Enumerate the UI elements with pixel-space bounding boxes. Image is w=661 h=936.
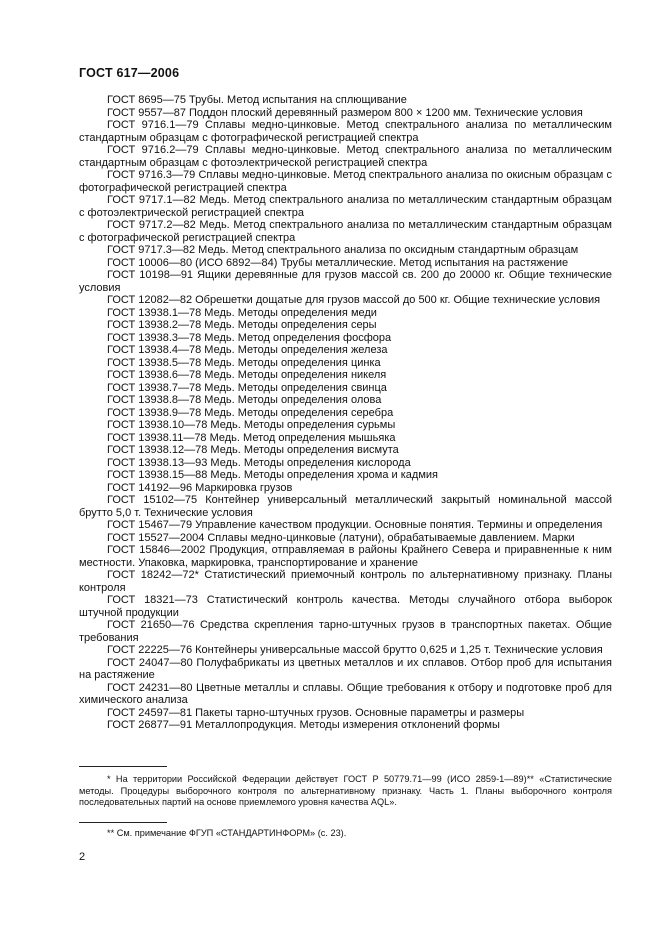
reference-item: ГОСТ 13938.4—78 Медь. Методы определения железа xyxy=(107,344,388,356)
reference-item: ГОСТ 15846—2002 Продукция, отправляемая в районы Крайнего Севера и приравненные к ним местности. Упаковка, маркировка, транспортирование и хранение xyxy=(79,544,612,569)
reference-item: ГОСТ 24231—80 Цветные металлы и сплавы. Общие требования к отбору и подготовке проб для химического анализа xyxy=(79,681,612,706)
reference-item: ГОСТ 13938.11—78 Медь. Метод определения мышьяка xyxy=(107,431,396,444)
reference-item: ГОСТ 13938.5—78 Медь. Методы определения цинка xyxy=(107,356,381,369)
reference-item: ГОСТ 24047—80 Полуфабрикаты из цветных металлов и их сплавов. Отбор проб для испытания на растяжение xyxy=(79,656,612,681)
reference-item: ГОСТ 12082—82 Обрешетки дощатые для грузов массой до 500 кг. Общие технические условия xyxy=(107,294,601,306)
reference-item: ГОСТ 9716.3—79 Сплавы медно-цинковые. Метод спектрального анализа по окисным образцам с фотографической регистрацией спектра xyxy=(79,169,612,194)
reference-item: ГОСТ 13938.1—78 Медь. Методы определения меди xyxy=(107,306,377,319)
reference-item: ГОСТ 15467—79 Управление качеством продукции. Основные понятия. Термины и определения xyxy=(107,519,603,531)
reference-item: ГОСТ 13938.7—78 Медь. Методы определения свинца xyxy=(107,381,387,394)
reference-item: ГОСТ 15102—75 Контейнер универсальный металлический закрытый номинальной массой брутто 5,0 т. Технические условия xyxy=(79,494,612,519)
reference-item: ГОСТ 10198—91 Ящики деревянные для грузов массой св. 200 до 20000 кг. Общие технические условия xyxy=(79,269,612,294)
reference-item: ГОСТ 14192—96 Маркировка грузов xyxy=(107,481,293,494)
footnote-divider-2 xyxy=(79,822,167,823)
reference-item: ГОСТ 21650—76 Средства скрепления тарно-штучных грузов в транспортных пакетах. Общие требования xyxy=(79,619,612,644)
footnote-2: ** См. примечание ФГУП «СТАНДАРТИНФОРМ» (с. 23). xyxy=(107,828,347,838)
reference-item: ГОСТ 9717.1—82 Медь. Метод спектрального анализа по металлическим стандартным образцам с фотоэлектрической регистрацией спектра xyxy=(79,194,612,219)
reference-item: ГОСТ 9557—87 Поддон плоский деревянный размером 800 × 1200 мм. Технические условия xyxy=(107,106,583,119)
reference-item: ГОСТ 13938.2—78 Медь. Методы определения серы xyxy=(107,319,377,331)
reference-item: ГОСТ 13938.9—78 Медь. Методы определения серебра xyxy=(107,406,394,419)
reference-item: ГОСТ 9717.2—82 Медь. Метод спектрального анализа по металлическим стандартным образцам с фотографической регистрацией спектра xyxy=(79,219,612,244)
reference-item: ГОСТ 10006—80 (ИСО 6892—84) Трубы металлические. Метод испытания на растяжение xyxy=(107,256,569,269)
reference-item: ГОСТ 13938.15—88 Медь. Методы определения хрома и кадмия xyxy=(107,469,438,481)
reference-item: ГОСТ 18242—72* Статистический приемочный контроль по альтернативному признаку. Планы контроля xyxy=(79,569,612,594)
reference-item: ГОСТ 13938.3—78 Медь. Метод определения фосфора xyxy=(107,331,392,344)
reference-item: ГОСТ 9717.3—82 Медь. Метод спектрального анализа по оксидным стандартным образцам xyxy=(107,244,579,256)
reference-item: ГОСТ 13938.6—78 Медь. Методы определения никеля xyxy=(107,369,387,381)
page-number: 2 xyxy=(79,851,86,863)
reference-item: ГОСТ 26877—91 Металлопродукция. Методы измерения отклонений формы xyxy=(107,719,500,731)
reference-item: ГОСТ 15527—2004 Сплавы медно-цинковые (латуни), обрабатываемые давлением. Марки xyxy=(107,531,575,544)
reference-item: ГОСТ 8695—75 Трубы. Метод испытания на сплющивание xyxy=(107,94,407,106)
reference-item: ГОСТ 13938.12—78 Медь. Методы определения висмута xyxy=(107,444,399,456)
reference-item: ГОСТ 22225—76 Контейнеры универсальные массой брутто 0,625 и 1,25 т. Технические условия xyxy=(107,644,603,656)
reference-item: ГОСТ 24597—81 Пакеты тарно-штучных грузов. Основные параметры и размеры xyxy=(107,706,525,719)
page-header: ГОСТ 617—2006 xyxy=(79,66,180,80)
footnote-1: * На территории Российской Федерации действует ГОСТ Р 50779.71—99 (ИСО 2859-1—89)** «Статистические методы. Процедуры выборочного контроля по альтернативному признаку. Часть 1. Планы выборочного контроля последовательных партий на основе приемлемого уровня качества AQL». xyxy=(79,774,612,808)
reference-list xyxy=(79,94,612,732)
reference-item: ГОСТ 13938.13—93 Медь. Методы определения кислорода xyxy=(107,456,411,469)
reference-item: ГОСТ 9716.2—79 Сплавы медно-цинковые. Метод спектрального анализа по металлическим стандартным образцам с фотоэлектрической регистрацией спектра xyxy=(79,144,612,169)
reference-item: ГОСТ 13938.8—78 Медь. Методы определения олова xyxy=(107,394,382,406)
reference-item: ГОСТ 9716.1—79 Сплавы медно-цинковые. Метод спектрального анализа по металлическим стандартным образцам с фотографической регистрацией спектра xyxy=(79,119,612,144)
reference-item: ГОСТ 13938.10—78 Медь. Методы определения сурьмы xyxy=(107,419,396,431)
footnote-divider xyxy=(79,766,167,767)
reference-item: ГОСТ 18321—73 Статистический контроль качества. Методы случайного отбора выборок штучной продукции xyxy=(79,594,612,619)
